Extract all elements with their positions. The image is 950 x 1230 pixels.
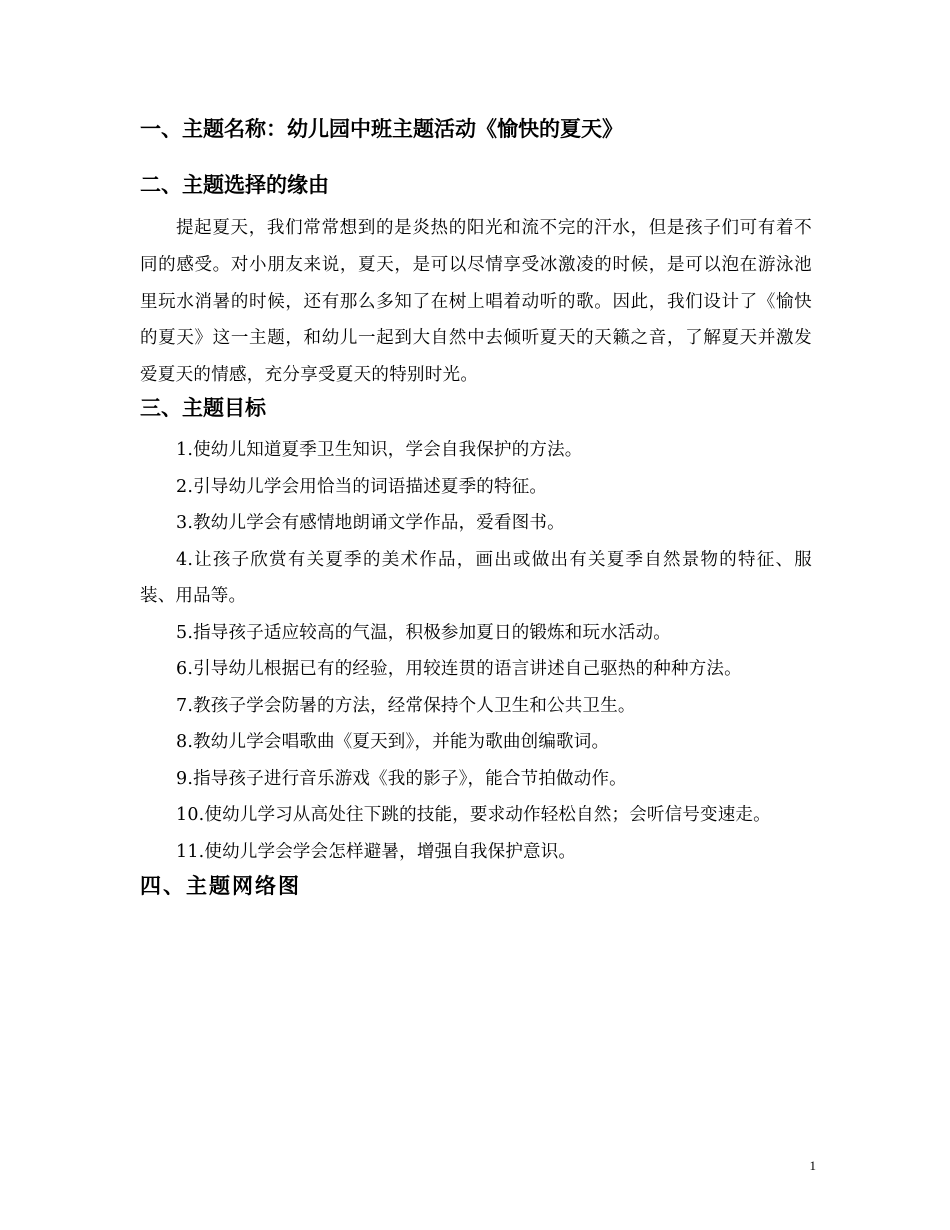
section1-heading: 一、主题名称：幼儿园中班主题活动《愉快的夏天》 bbox=[140, 117, 623, 141]
goal-item: 6.引导幼儿根据已有的经验，用较连贯的语言讲述自己驱热的种种方法。 bbox=[176, 659, 742, 679]
goal-item: 3.教幼儿学会有感情地朗诵文学作品，爱看图书。 bbox=[176, 513, 565, 533]
goal-item: 1.使幼儿知道夏季卫生知识，学会自我保护的方法。 bbox=[176, 440, 583, 460]
section2-heading: 二、主题选择的缘由 bbox=[140, 173, 329, 197]
goal-item: 2.引导幼儿学会用恰当的词语描述夏季的特征。 bbox=[176, 476, 548, 497]
section2-paragraph: 提起夏天，我们常常想到的是炎热的阳光和流不完的汗水，但是孩子们可有着不同的感受。对小朋友来说，夏天，是可以尽情享受冰激凌的时候，是可以泡在游泳池里玩水消暑的时候，还有那么多知了在树上唱着动听的歌。因此，我们设计了《愉快的夏天》这一主题，和幼儿一起到大自然中去倾听夏天的天籁之音，了解夏天并激发爱夏天的情感，充分享受夏天的特别时光。 bbox=[140, 218, 812, 386]
goals-list bbox=[140, 432, 812, 870]
goal-item: 7.教孩子学会防暑的方法，经常保持个人卫生和公共卫生。 bbox=[176, 695, 636, 716]
goal-item: 10.使幼儿学习从高处往下跳的技能，要求动作轻松自然；会听信号变速走。 bbox=[176, 805, 771, 825]
goal-item: 5.指导孩子适应较高的气温，积极参加夏日的锻炼和玩水活动。 bbox=[176, 622, 671, 643]
goal-item: 11.使幼儿学会学会怎样避暑，增强自我保护意识。 bbox=[176, 841, 577, 862]
page-number: 1 bbox=[809, 1158, 816, 1173]
section4-heading: 四、主题网络图 bbox=[140, 874, 301, 898]
goal-item: 9.指导孩子进行音乐游戏《我的影子》，能合节拍做动作。 bbox=[176, 768, 627, 789]
goal-item: 4.让孩子欣赏有关夏季的美术作品，画出或做出有关夏季自然景物的特征、服装、用品等。 bbox=[140, 549, 812, 606]
section3-heading: 三、主题目标 bbox=[140, 396, 266, 420]
goal-item: 8.教幼儿学会唱歌曲《夏天到》，并能为歌曲创编歌词。 bbox=[176, 732, 610, 752]
